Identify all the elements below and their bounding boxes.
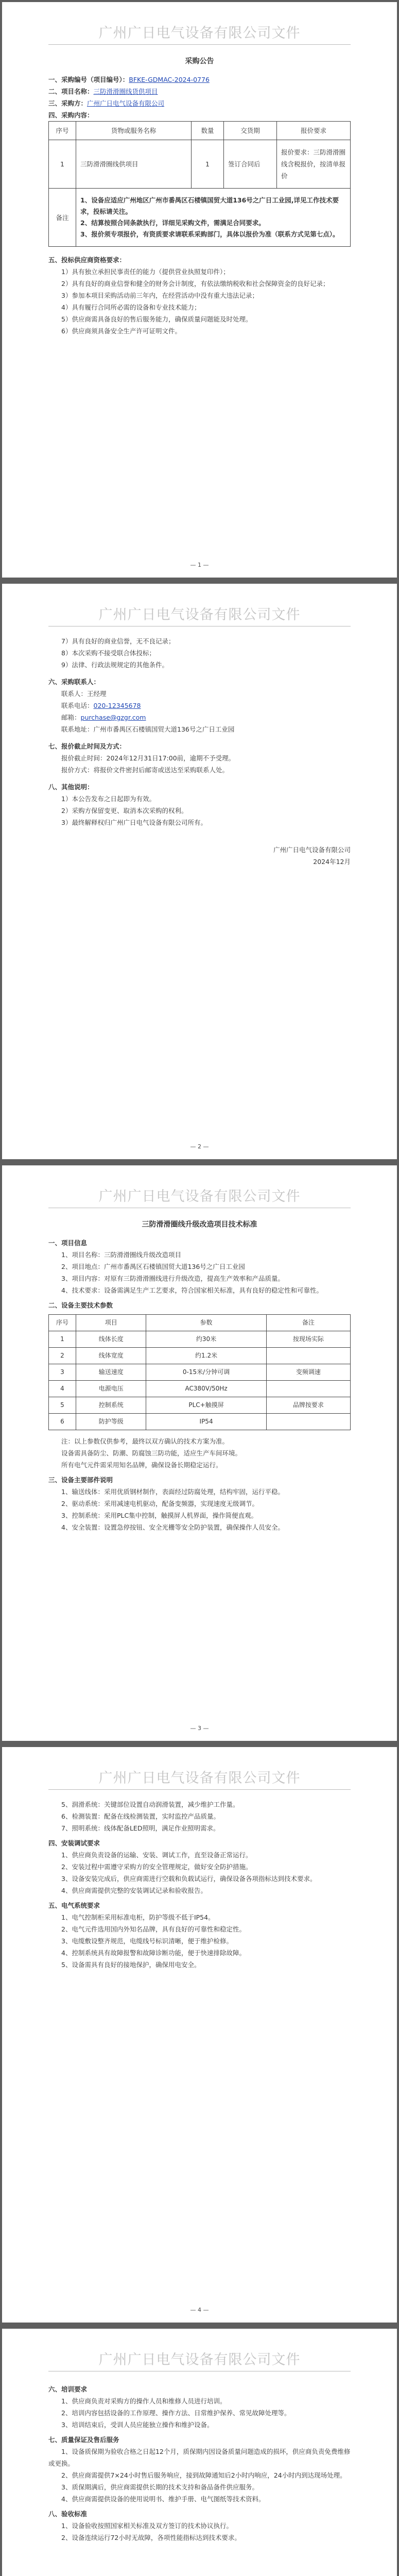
table-cell bbox=[266, 1381, 350, 1397]
project-name-value: 三防滑滑圈线货供项目 bbox=[93, 88, 158, 95]
table-cell: 输送速度 bbox=[76, 1364, 146, 1381]
table-header-cell: 数量 bbox=[192, 122, 224, 140]
table-cell: 报价要求：三防滑滑圈线含税报价，按清单报价 bbox=[277, 140, 351, 189]
doc-title: 采购公告 bbox=[185, 57, 214, 65]
email-label: 邮箱： bbox=[61, 714, 81, 721]
qual-line: 1）具有独立承担民事责任的能力（提供营业执照复印件）； bbox=[61, 268, 230, 276]
deadline-line: 报价截止时间：2024年12月31日17:00前，逾期不予受理。 bbox=[61, 754, 235, 762]
text-line: 所有电气元件需采用知名品牌，确保设备长期稳定运行。 bbox=[61, 1461, 222, 1469]
text-line: 1、电气控制柜采用标准电柜，防护等级不低于IP54。 bbox=[61, 1913, 215, 1921]
page-header: 广州广日电气设备有限公司文件 bbox=[98, 25, 301, 41]
page-body bbox=[48, 1799, 351, 1971]
table-row bbox=[49, 1414, 351, 1430]
section-heading: 一、项目信息 bbox=[48, 1239, 88, 1247]
qual-line: 5）供应商需具备良好的售后服务能力，确保质量问题能及时处理。 bbox=[61, 315, 252, 323]
table-cell: 三防滑滑圈线供项目 bbox=[76, 140, 192, 189]
section-heading: 五、电气系统要求 bbox=[48, 1902, 100, 1909]
page-header: 广州广日电气设备有限公司文件 bbox=[98, 1770, 301, 1786]
text-line: 3、培训结束后，受训人员应能独立操作和维护设备。 bbox=[61, 2421, 214, 2429]
section-heading: 三、设备主要部件说明 bbox=[48, 1476, 113, 1484]
project-name-line bbox=[48, 86, 351, 97]
table-cell: 变频调速 bbox=[266, 1364, 350, 1381]
page-header: 广州广日电气设备有限公司文件 bbox=[98, 1189, 301, 1205]
text-line: 4、供应商需提供完整的安装调试记录和验收报告。 bbox=[61, 1887, 207, 1894]
project-no-line bbox=[48, 74, 351, 86]
table-cell: 4 bbox=[49, 1381, 76, 1397]
section-heading: 四、安装调试要求 bbox=[48, 1839, 100, 1847]
text-line: 4、技术要求：设备需满足生产工艺要求，符合国家相关标准，具有良好的稳定性和可靠性。 bbox=[61, 1286, 323, 1294]
text-line: 3、控制系统：采用PLC集中控制，触摸屏人机界面，操作简便直观。 bbox=[61, 1512, 258, 1519]
doc-title: 三防滑滑圈线升级改造项目技术标准 bbox=[142, 1221, 257, 1229]
buyer-value: 广州广日电气设备有限公司 bbox=[87, 99, 165, 107]
text-line: 1、项目名称：三防滑滑圈线升级改造项目 bbox=[61, 1251, 181, 1259]
page-number: — 3 — bbox=[190, 1725, 209, 1732]
text-line: 2、驱动系统：采用减速电机驱动，配备变频器，实现速度无级调节。 bbox=[61, 1500, 258, 1507]
text-line: 2、供应商需提供7×24小时售后服务响应，接到故障通知后2小时内响应，24小时内到达现场处理。 bbox=[61, 2471, 346, 2479]
text-line: 2、培训内容包括设备的工作原理、操作方法、日常维护保养、常见故障处理等。 bbox=[61, 2409, 291, 2417]
page-number: — 4 — bbox=[190, 2307, 209, 2313]
text-line: 3、项目内容：对原有三防滑滑圈线进行升级改造，提高生产效率和产品质量。 bbox=[61, 1275, 284, 1282]
header-divider bbox=[48, 44, 351, 45]
text-line: 8）本次采购不接受联合体投标； bbox=[61, 649, 155, 657]
table-cell: 按现场实际 bbox=[266, 1331, 350, 1348]
table-cell: AC380V/50Hz bbox=[146, 1381, 266, 1397]
project-no-value: BFKE-GDMAC-2024-0776 bbox=[129, 76, 210, 83]
table-row bbox=[49, 1381, 351, 1397]
text-line: 1、供应商负责对采购方的操作人员和维修人员进行培训。 bbox=[61, 2397, 227, 2405]
table-cell: 2 bbox=[49, 1348, 76, 1364]
table-header-cell: 报价要求 bbox=[277, 122, 351, 140]
remark-label: 备注 bbox=[49, 189, 76, 247]
qual-line: 6）供应商须具备安全生产许可证明文件。 bbox=[61, 327, 181, 335]
address-label: 联系地址： bbox=[61, 725, 94, 733]
address-line bbox=[48, 723, 351, 735]
buyer-label: 三、采购方： bbox=[48, 99, 88, 107]
contact-label: 六、采购联系人： bbox=[48, 678, 100, 686]
page-3 bbox=[2, 1165, 397, 1741]
page-header: 广州广日电气设备有限公司文件 bbox=[98, 607, 301, 623]
page-body bbox=[48, 1217, 351, 1533]
table-header-cell: 货物或服务名称 bbox=[76, 122, 192, 140]
page-number: — 1 — bbox=[190, 562, 209, 568]
table-cell: 0-15米/分钟可调 bbox=[146, 1364, 266, 1381]
table-cell: 防护等级 bbox=[76, 1414, 146, 1430]
page-2 bbox=[2, 584, 397, 1159]
page-4 bbox=[2, 1747, 397, 2323]
text-line: 2、设备连续运行72小时无故障，各项性能指标达到技术要求。 bbox=[61, 2534, 241, 2541]
text-line: 9）法律、行政法规规定的其他条件。 bbox=[61, 661, 168, 669]
text-line: 2、电气元件选用国内外知名品牌，具有良好的可靠性和稳定性。 bbox=[61, 1925, 246, 1933]
text-line: 3、质保期满后，供应商需提供长期的技术支持和备品备件供应服务。 bbox=[61, 2483, 258, 2491]
text-line: 4、供应商需提供设备的使用说明书、维护手册、电气图纸等技术资料。 bbox=[61, 2495, 265, 2503]
text-line: 2、项目地点：广州市番禺区石楼镇国贸大道136号之广日工业园 bbox=[61, 1263, 245, 1270]
qual-line: 2）具有良好的商业信誉和健全的财务会计制度，有依法缴纳税收和社会保障资金的良好记录； bbox=[61, 280, 329, 287]
section-heading: 六、培训要求 bbox=[48, 2385, 88, 2393]
text-line: 7）具有良好的商业信誉，无不良记录； bbox=[61, 637, 175, 645]
remark-line: 2、结算按照合同条款执行，详细见采购文件，需满足合同要求。 bbox=[80, 219, 265, 227]
page-body bbox=[48, 635, 351, 868]
project-no-label: 一、采购编号（项目编号）： bbox=[48, 76, 129, 83]
text-line: 1、设备质保期为验收合格之日起12个月，质保期内因设备质量问题造成的损坏，供应商负责免费维修或更换。 bbox=[48, 2448, 351, 2467]
table-header-cell: 交货期 bbox=[224, 122, 277, 140]
table-header-row bbox=[49, 122, 351, 140]
table-remark-row bbox=[49, 189, 351, 247]
table-cell: PLC+触摸屏 bbox=[146, 1397, 266, 1414]
text-line: 3、电缆敷设整齐规范，电缆线号标识清晰，便于维护检修。 bbox=[61, 1937, 233, 1945]
text-line: 7、照明系统：线体配备LED照明，满足作业照明需求。 bbox=[61, 1824, 220, 1832]
table-cell: 约30米 bbox=[146, 1331, 266, 1348]
table-cell: 品牌按要求 bbox=[266, 1397, 350, 1414]
table-cell: 约1.2米 bbox=[146, 1348, 266, 1364]
text-line: 6、检测装置：配备在线检测装置，实时监控产品质量。 bbox=[61, 1812, 220, 1820]
note-line: 2）采购方保留变更、取消本次采购的权利。 bbox=[61, 807, 188, 815]
contact-person: 联系人：王经理 bbox=[61, 690, 107, 698]
table-cell: 5 bbox=[49, 1397, 76, 1414]
text-line: 5、设备需具有良好的接地保护，确保用电安全。 bbox=[61, 1961, 201, 1969]
table-cell: 1 bbox=[192, 140, 224, 189]
remark-line: 3、报价须专项报价，有资质要求请联系采购部门，具体以报价为准（联系方式见第七点）。 bbox=[80, 230, 339, 238]
text-line: 4、安全装置：设置急停按钮、安全光栅等安全防护装置，确保操作人员安全。 bbox=[61, 1523, 284, 1531]
table-header-cell: 序号 bbox=[49, 122, 76, 140]
section-heading: 二、设备主要技术参数 bbox=[48, 1301, 113, 1309]
page-5 bbox=[2, 2329, 397, 2576]
header-divider bbox=[48, 1789, 351, 1790]
table-cell: 1 bbox=[49, 140, 76, 189]
remark-cell bbox=[76, 189, 351, 247]
table-cell: 电源电压 bbox=[76, 1381, 146, 1397]
text-line: 1、输送线体：采用优质钢材制作，表面经过防腐处理，结构牢固，运行平稳。 bbox=[61, 1488, 284, 1496]
text-line: 1、设备验收按照国家相关标准及双方签订的技术协议执行。 bbox=[61, 2522, 233, 2530]
table-header-row bbox=[49, 1315, 351, 1331]
note-line: 3）最终解释权归广州广日电气设备有限公司所有。 bbox=[61, 819, 207, 826]
page-body bbox=[48, 2380, 351, 2544]
table-cell: IP54 bbox=[146, 1414, 266, 1430]
signature: 广州广日电气设备有限公司 bbox=[273, 846, 351, 854]
phone-label: 联系电话： bbox=[61, 702, 94, 709]
table-row bbox=[49, 140, 351, 189]
address-value: 广州市番禺区石楼镇国贸大道136号之广日工业园 bbox=[93, 725, 235, 733]
email-value[interactable]: purchase@gzgr.com bbox=[80, 714, 146, 721]
text-line: 5、润滑系统：关键部位设置自动润滑装置，减少维护工作量。 bbox=[61, 1801, 239, 1808]
table-header-cell: 项目 bbox=[76, 1315, 146, 1331]
phone-line bbox=[48, 700, 351, 711]
page-body bbox=[48, 54, 351, 337]
text-line: 1、供应商负责设备的运输、安装、调试工作，直至设备正常运行。 bbox=[61, 1851, 252, 1859]
table-cell: 线体宽度 bbox=[76, 1348, 146, 1364]
table-cell bbox=[266, 1348, 350, 1364]
deadline-label: 七、报价截止时间及方式： bbox=[48, 742, 126, 750]
tech-table bbox=[48, 1314, 351, 1430]
table-cell: 控制系统 bbox=[76, 1397, 146, 1414]
procurement-table bbox=[48, 121, 351, 247]
phone-value: 020-12345678 bbox=[93, 702, 141, 709]
table-cell: 1 bbox=[49, 1331, 76, 1348]
section-heading: 八、验收标准 bbox=[48, 2510, 88, 2518]
table-cell: 签订合同后 bbox=[224, 140, 277, 189]
content-label: 四、采购内容： bbox=[48, 111, 94, 119]
table-row bbox=[49, 1364, 351, 1381]
table-cell: 线体长度 bbox=[76, 1331, 146, 1348]
page-number: — 2 — bbox=[190, 1143, 209, 1150]
text-line: 4、控制系统具有故障报警和故障诊断功能，便于快速排除故障。 bbox=[61, 1949, 246, 1957]
text-line: 注：以上参数仅供参考，最终以双方确认的技术方案为准。 bbox=[61, 1437, 229, 1445]
table-cell: 3 bbox=[49, 1364, 76, 1381]
section-heading: 七、质量保证及售后服务 bbox=[48, 2436, 119, 2444]
text-line: 3、设备安装完成后，供应商需进行空载和负载试运行，确保设备各项指标达到技术要求。 bbox=[61, 1875, 317, 1883]
text-line: 设备需具备防尘、防潮、防腐蚀三防功能，适应生产车间环境。 bbox=[61, 1449, 242, 1457]
project-name-label: 二、项目名称： bbox=[48, 88, 94, 95]
qual-line: 3）参加本项目采购活动前三年内，在经营活动中没有重大违法记录； bbox=[61, 292, 258, 299]
note-line: 1）本公告发布之日起即为有效。 bbox=[61, 795, 155, 803]
table-header-cell: 参数 bbox=[146, 1315, 266, 1331]
method-line: 报价方式：将报价文件密封后邮寄或送达至采购联系人处。 bbox=[61, 766, 229, 774]
text-line: 2、安装过程中需遵守采购方的安全管理规定，做好安全防护措施。 bbox=[61, 1863, 252, 1871]
table-cell: 6 bbox=[49, 1414, 76, 1430]
qual-line: 4）具有履行合同所必需的设备和专业技术能力； bbox=[61, 303, 201, 311]
table-header-cell: 备注 bbox=[266, 1315, 350, 1331]
page-1 bbox=[2, 2, 397, 578]
table-cell bbox=[266, 1414, 350, 1430]
qual-label: 五、投标供应商资格要求： bbox=[48, 256, 126, 264]
page-header: 广州广日电气设备有限公司文件 bbox=[98, 2352, 301, 2368]
email-line bbox=[48, 711, 351, 723]
remark-line: 1、设备应适应广州地区广州市番禺区石楼镇国贸大道136号之广日工业园,详见工作技术要求，投标请关注。 bbox=[80, 196, 339, 215]
table-row bbox=[49, 1348, 351, 1364]
notes-label: 八、其他说明： bbox=[48, 783, 94, 791]
table-row bbox=[49, 1331, 351, 1348]
buyer-line bbox=[48, 97, 351, 109]
sign-date: 2024年12月 bbox=[313, 858, 351, 866]
table-header-cell: 序号 bbox=[49, 1315, 76, 1331]
table-row bbox=[49, 1397, 351, 1414]
